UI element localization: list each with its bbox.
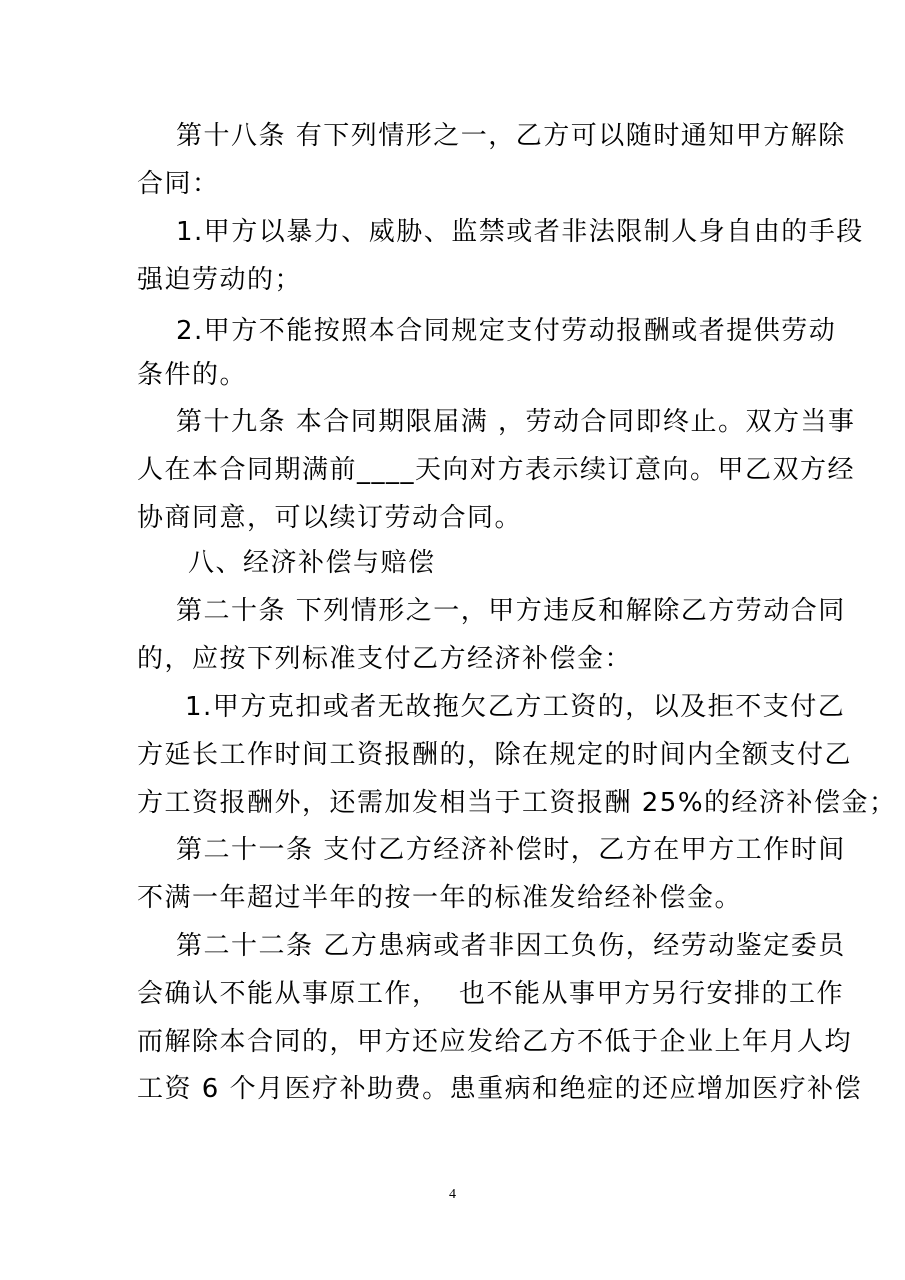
text-line: 第二十条 下列情形之一，甲方违反和解除乙方劳动合同 <box>176 596 846 626</box>
text-line: 合同： <box>137 169 220 199</box>
text-line: 1.甲方以暴力、威胁、监禁或者非法限制人身自由的手段 <box>176 217 864 247</box>
text-line: 不满一年超过半年的按一年的标准发给经补偿金。 <box>137 883 743 913</box>
text-line: 人在本合同期满前____天向对方表示续订意向。甲乙双方经 <box>137 455 856 485</box>
text-line: 第十九条 本合同期限届满 ，劳动合同即终止。双方当事 <box>176 407 856 437</box>
text-line: 协商同意，可以续订劳动合同。 <box>137 503 523 533</box>
text-line: 2.甲方不能按照本合同规定支付劳动报酬或者提供劳动 <box>176 316 837 346</box>
text-line: 第二十二条 乙方患病或者非因工负伤，经劳动鉴定委员 <box>176 931 846 961</box>
text-line: 工资 6 个月医疗补助费。患重病和绝症的还应增加医疗补偿 <box>137 1074 863 1104</box>
text-line: 而解除本合同的，甲方还应发给乙方不低于企业上年月人均 <box>137 1027 853 1057</box>
section-heading: 八、经济补偿与赔偿 <box>188 548 436 578</box>
text-line: 第十八条 有下列情形之一，乙方可以随时通知甲方解除 <box>176 121 846 151</box>
text-line: 方工资报酬外，还需加发相当于工资报酬 25%的经济补偿金； <box>137 788 897 818</box>
text-line: 第二十一条 支付乙方经济补偿时，乙方在甲方工作时间 <box>176 835 846 865</box>
text-line: 的，应按下列标准支付乙方经济补偿金： <box>137 644 633 674</box>
text-line: 条件的。 <box>137 360 248 390</box>
page-number: 4 <box>449 1187 456 1202</box>
text-line: 方延长工作时间工资报酬的，除在规定的时间内全额支付乙 <box>137 740 853 770</box>
text-line: 会确认不能从事原工作， 也不能从事甲方另行安排的工作 <box>137 979 845 1009</box>
text-line: 强迫劳动的； <box>137 265 303 295</box>
text-line: 1.甲方克扣或者无故拖欠乙方工资的，以及拒不支付乙 <box>185 692 846 722</box>
